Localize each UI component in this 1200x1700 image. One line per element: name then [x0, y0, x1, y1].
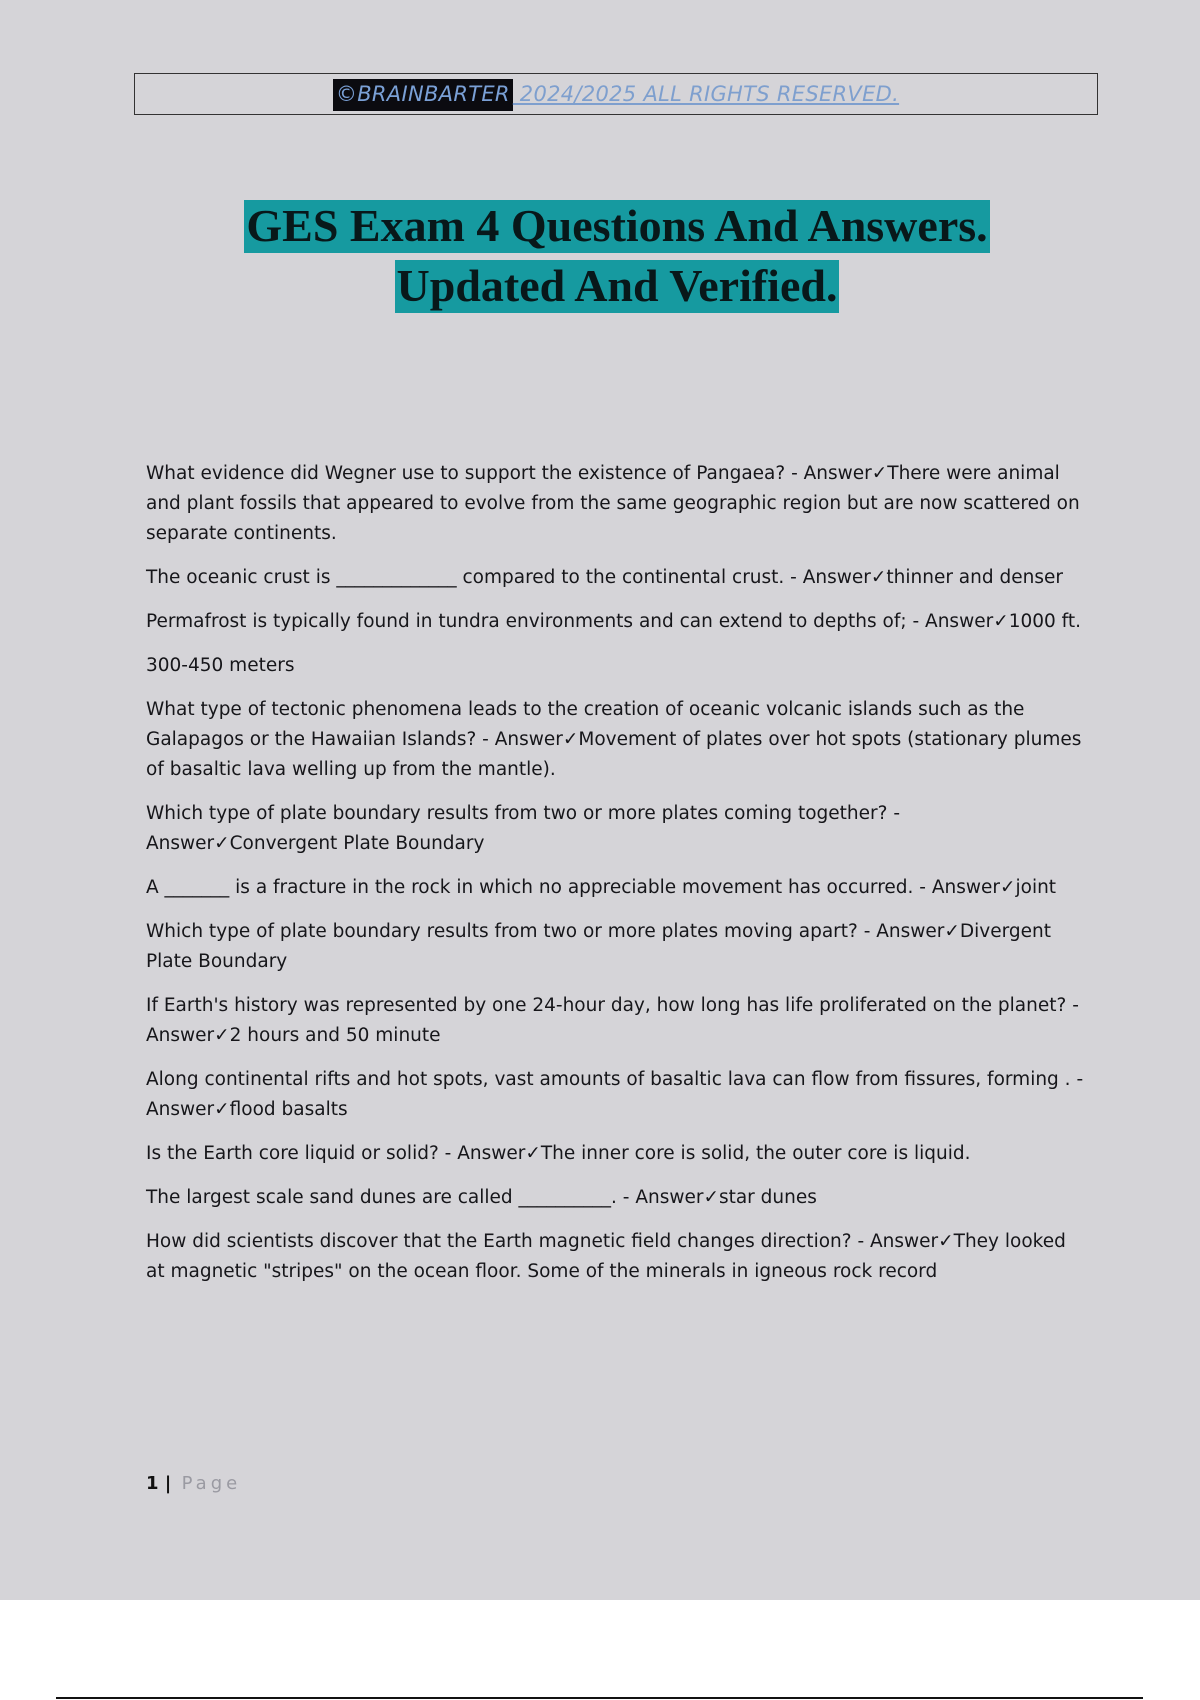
- qa-item: What evidence did Wegner use to support the existence of Pangaea? - Answer✓There were animal and plant fossils that appeared to evolve from the same geographic region but are now scattered on separate continents.: [146, 463, 1080, 544]
- page-number: 1: [146, 1473, 159, 1494]
- document-title: [0, 196, 1200, 316]
- qa-item: The oceanic crust is _____________ compared to the continental crust. - Answer✓thinner and denser: [146, 567, 1063, 588]
- qa-item: A _______ is a fracture in the rock in which no appreciable movement has occurred. - Answer✓joint: [146, 877, 1057, 898]
- brand-label: ©BRAINBARTER: [333, 79, 513, 111]
- qa-item: If Earth's history was represented by one 24-hour day, how long has life proliferated on the planet? - Answer✓2 hours and 50 minute: [146, 995, 1079, 1046]
- page-footer: [146, 1473, 241, 1494]
- title-line-2: Updated And Verified.: [396, 260, 838, 311]
- qa-item: Which type of plate boundary results from two or more plates moving apart? - Answer✓Divergent Plate Boundary: [146, 921, 1052, 972]
- qa-item: Is the Earth core liquid or solid? - Answer✓The inner core is solid, the outer core is liquid.: [146, 1143, 971, 1164]
- copyright-header: [134, 73, 1098, 115]
- qa-item: Along continental rifts and hot spots, vast amounts of basaltic lava can flow from fissures, forming . - Answer✓flood basalts: [146, 1069, 1084, 1120]
- qa-item: Which type of plate boundary results from two or more plates coming together? - Answer✓Convergent Plate Boundary: [146, 803, 901, 854]
- qa-item: What type of tectonic phenomena leads to the creation of oceanic volcanic islands such as the Galapagos or the Hawaiian Islands? - Answer✓Movement of plates over hot spots (stationary plumes of basaltic lava welling up from the mantle).: [146, 699, 1082, 780]
- qa-item: How did scientists discover that the Earth magnetic field changes direction? - Answer✓They looked at magnetic "stripes" on the ocean floor. Some of the minerals in igneous rock record: [146, 1231, 1066, 1282]
- bottom-divider: [56, 1697, 1143, 1699]
- page-separator: |: [158, 1473, 178, 1494]
- rights-text: 2024/2025 ALL RIGHTS RESERVED.: [512, 82, 900, 106]
- page-word: Page: [181, 1473, 242, 1494]
- title-line-1: GES Exam 4 Questions And Answers.: [246, 200, 988, 251]
- qa-list: [146, 459, 1086, 1301]
- qa-item: The largest scale sand dunes are called __________. - Answer✓star dunes: [146, 1187, 817, 1208]
- qa-item: 300-450 meters: [146, 655, 295, 676]
- qa-item: Permafrost is typically found in tundra environments and can extend to depths of; - Answer✓1000 ft.: [146, 611, 1081, 632]
